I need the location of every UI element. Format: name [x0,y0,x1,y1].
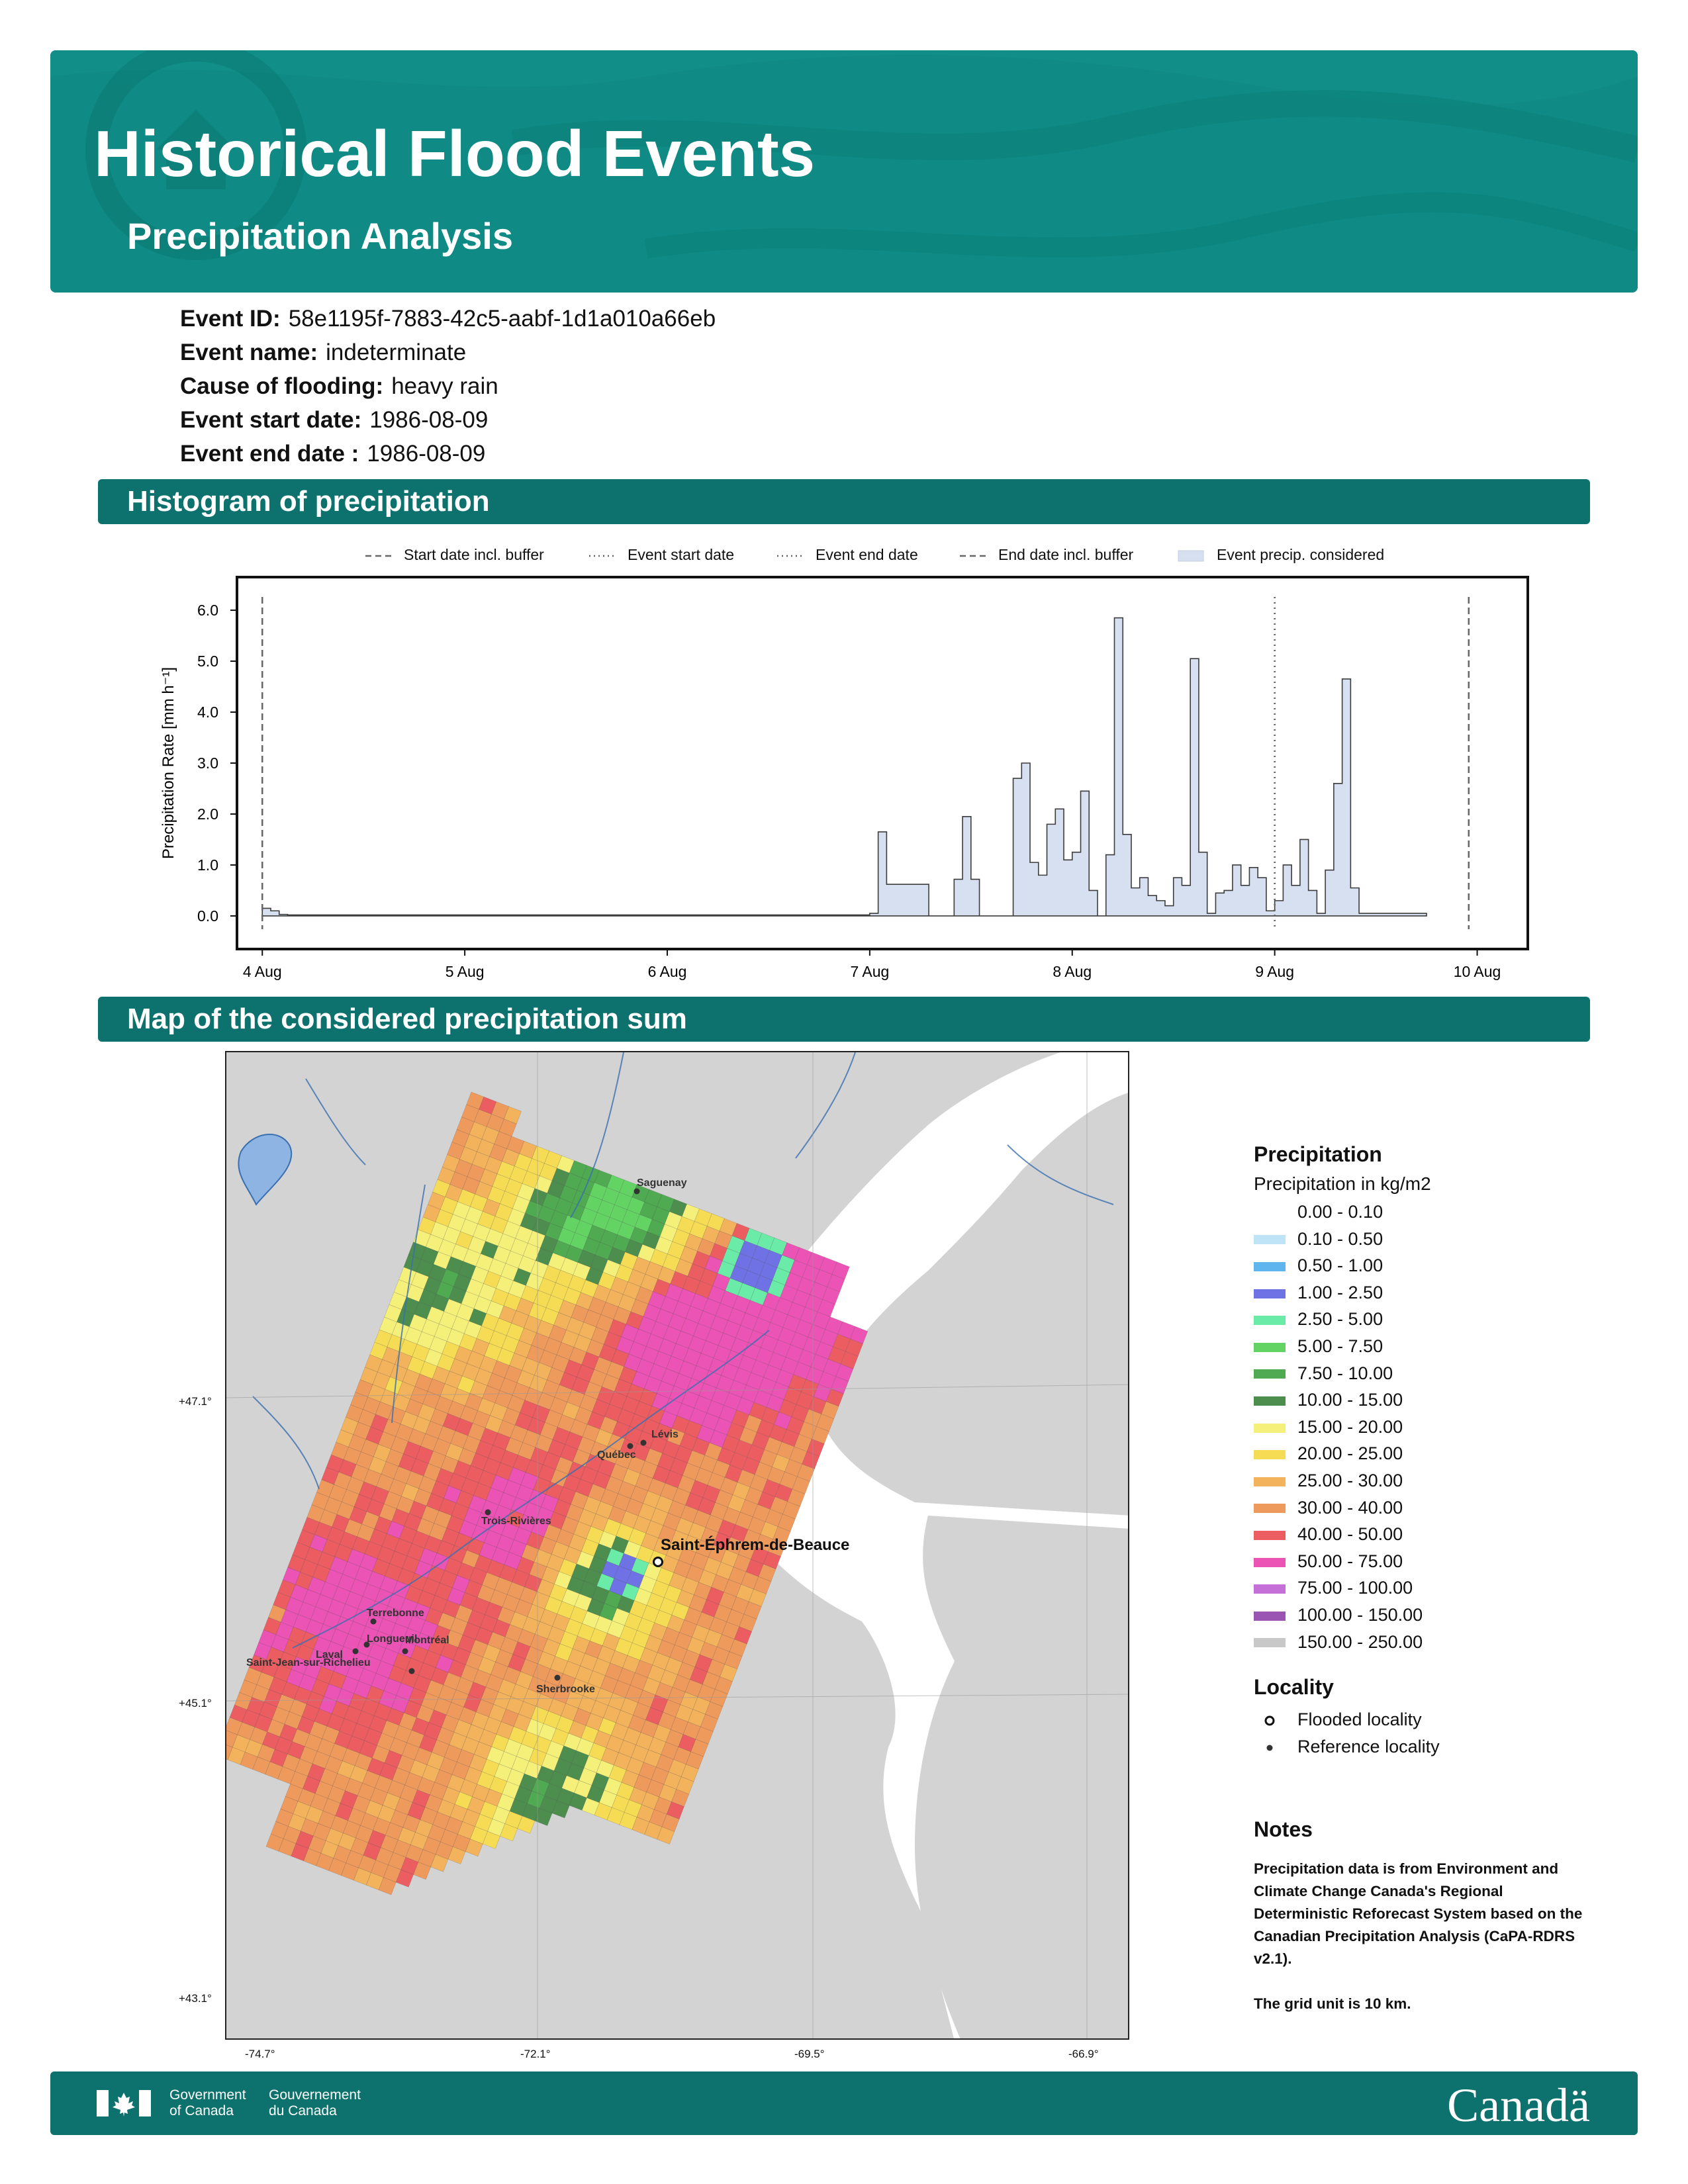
precipitation-histogram [0,0,1688,993]
legend-class-label: 0.00 - 0.10 [1297,1202,1383,1222]
legend-event-start: Event start date [628,546,735,563]
gov-fr: Gouvernement du Canada [269,2087,361,2118]
map-canvas [226,1052,1129,2040]
legend-swatch [1254,1531,1286,1540]
reference-locality-marker [628,1443,633,1449]
legend-class-label: 150.00 - 250.00 [1297,1631,1423,1652]
locality-legend-title: Locality [1254,1675,1334,1700]
lat-tick-2: +45.1° [179,1697,212,1709]
y-tick-label: 5.0 [197,653,218,670]
legend-class-row [1254,1226,1624,1253]
reference-locality-marker [371,1619,377,1625]
y-tick-label: 4.0 [197,704,218,721]
x-tick-label: 4 Aug [242,963,282,980]
notes-panel [1254,1817,1598,2038]
legend-class-label: 10.00 - 15.00 [1297,1390,1403,1410]
legend-class-label: 5.00 - 7.50 [1297,1336,1383,1356]
flooded-locality-label: Saint-Éphrem-de-Beauce [661,1536,850,1554]
land-southeast [915,1516,1129,2040]
legend-class-row [1254,1548,1624,1575]
reference-locality-label: Saguenay [637,1177,687,1189]
y-tick-label: 2.0 [197,805,218,823]
legend-swatch [1254,1558,1286,1567]
legend-event-precip: Event precip. considered [1177,541,1384,568]
legend-class-label: 25.00 - 30.00 [1297,1470,1403,1490]
legend-start-buffer: Start date incl. buffer [404,546,544,563]
legend-class-label: 40.00 - 50.00 [1297,1524,1403,1545]
legend-swatch [1254,1369,1286,1379]
y-tick-label: 6.0 [197,602,218,619]
legend-reference-locality: Reference locality [1254,1733,1624,1760]
lon-tick-1: -74.7° [245,2048,275,2060]
flooded-marker-icon [1254,1714,1286,1727]
legend-swatch [1254,1612,1286,1621]
legend-class-row [1254,1494,1624,1522]
legend-class-label: 30.00 - 40.00 [1297,1497,1403,1518]
map-legend [1254,1142,1624,1760]
legend-class-row [1254,1440,1624,1467]
reference-locality-marker [641,1440,647,1446]
legend-class-row [1254,1252,1624,1279]
y-tick-label: 3.0 [197,754,218,772]
reference-locality-marker [485,1510,491,1516]
x-tick-label: 9 Aug [1255,963,1295,980]
x-tick-label: 7 Aug [850,963,890,980]
map-section-header: Map of the considered precipitation sum [98,997,1590,1042]
start-date-label: Event start date: [180,407,362,433]
legend-swatch [1254,1343,1286,1352]
legend-class-row [1254,1306,1624,1333]
event-name-value: indeterminate [326,340,467,365]
legend-class-label: 50.00 - 75.00 [1297,1551,1403,1571]
legend-swatch [1254,1396,1286,1406]
legend-class-label: 1.00 - 2.50 [1297,1282,1383,1302]
legend-swatch [1254,1262,1286,1271]
legend-classes [1254,1199,1624,1655]
legend-title: Precipitation [1254,1142,1382,1166]
notes-title: Notes [1254,1817,1313,1841]
flooded-locality-marker [654,1558,663,1567]
legend-end-buffer: End date incl. buffer [998,546,1134,563]
reference-marker-icon [1254,1741,1286,1754]
legend-swatch [1254,1584,1286,1594]
legend-class-label: 100.00 - 150.00 [1297,1604,1423,1625]
reference-locality-label: Terrebonne [367,1608,424,1619]
legend-class-label: 0.50 - 1.00 [1297,1255,1383,1276]
event-id-value: 58e1195f-7883-42c5-aabf-1d1a010a66eb [288,306,716,332]
reference-locality-marker [634,1189,640,1195]
lat-tick-3: +43.1° [179,1992,212,2005]
precip-step-area [262,618,1427,916]
histogram-section-header: Histogram of precipitation [98,479,1590,524]
lon-tick-3: -69.5° [794,2048,825,2060]
legend-class-row [1254,1279,1624,1306]
x-tick-label: 8 Aug [1053,963,1092,980]
page-title: Historical Flood Events [94,117,816,190]
canada-wordmark: Canadä [1447,2079,1590,2132]
legend-class-row [1254,1467,1624,1494]
reference-locality-marker [353,1649,359,1655]
legend-swatch [1254,1235,1286,1244]
legend-event-end: Event end date [816,546,918,563]
cause-label: Cause of flooding: [180,373,384,399]
legend-flooded-locality: Flooded locality [1254,1706,1624,1733]
lat-tick-1: +47.1° [179,1395,212,1408]
legend-class-label: 75.00 - 100.00 [1297,1578,1413,1598]
y-tick-label: 0.0 [197,907,218,925]
reference-locality-label: Trois-Rivières [481,1516,551,1527]
legend-swatch [1254,1450,1286,1459]
reference-locality-marker [402,1649,408,1655]
legend-class-label: 2.50 - 5.00 [1297,1309,1383,1330]
legend-swatch [1254,1316,1286,1325]
legend-class-row [1254,1333,1624,1360]
legend-swatch [1254,1638,1286,1647]
legend-class-label: 7.50 - 10.00 [1297,1363,1393,1383]
event-id-label: Event ID: [180,306,281,332]
x-tick-label: 10 Aug [1453,963,1501,980]
legend-swatch [1254,1504,1286,1513]
reference-locality-label: Longueuil [367,1633,418,1645]
legend-subtitle: Precipitation in kg/m2 [1254,1173,1431,1194]
legend-swatch [1254,1424,1286,1433]
reference-locality-label: Québec [597,1449,636,1461]
footer [50,2071,1638,2135]
reference-locality-label: Saint-Jean-sur-Richelieu [246,1657,371,1668]
x-tick-label: 6 Aug [647,963,687,980]
end-date-value: 1986-08-09 [367,441,486,467]
legend-class-label: 0.10 - 0.50 [1297,1228,1383,1249]
legend-class-row [1254,1574,1624,1602]
legend-class-row [1254,1387,1624,1414]
legend-class-row [1254,1414,1624,1441]
legend-class-row [1254,1629,1624,1656]
legend-class-row [1254,1199,1624,1226]
lon-tick-4: -66.9° [1068,2048,1099,2060]
start-date-value: 1986-08-09 [369,407,489,433]
reference-locality-label: Montréal [405,1635,449,1646]
reference-locality-label: Laval [316,1649,343,1661]
precip-grid [226,1092,868,1895]
reference-locality-marker [409,1668,415,1674]
legend-class-label: 15.00 - 20.00 [1297,1416,1403,1437]
cause-value: heavy rain [391,373,498,399]
reference-locality-marker [555,1675,561,1681]
gov-en: Government of Canada [169,2087,246,2118]
end-date-label: Event end date : [180,441,359,467]
y-axis-label: Precipitation Rate [mm h⁻¹] [160,666,177,860]
page-subtitle: Precipitation Analysis [127,215,513,257]
lake [238,1134,291,1205]
lon-tick-2: -72.1° [520,2048,551,2060]
notes-text-source: Precipitation data is from Environment and Climate Change Canada's Regional Deterministic Reforecast System based on the Canadian Precipitation Analysis (CaPA-RDRS v2.1). [1254,1860,1583,1967]
legend-swatch [1254,1208,1286,1218]
legend-swatch [1254,1289,1286,1298]
x-tick-label: 5 Aug [445,963,485,980]
reference-locality-label: Sherbrooke [536,1684,595,1695]
reference-locality-label: Lévis [651,1429,679,1440]
canada-flag-icon [97,2090,151,2116]
notes-text-grid: The grid unit is 10 km. [1254,1995,1411,2012]
legend-class-row [1254,1521,1624,1548]
legend-class-row [1254,1360,1624,1387]
y-tick-label: 1.0 [197,856,218,874]
legend-swatch [1254,1477,1286,1486]
event-name-label: Event name: [180,340,318,365]
legend-class-label: 20.00 - 25.00 [1297,1443,1403,1464]
legend-class-row [1254,1602,1624,1629]
precipitation-map [225,1051,1129,2040]
